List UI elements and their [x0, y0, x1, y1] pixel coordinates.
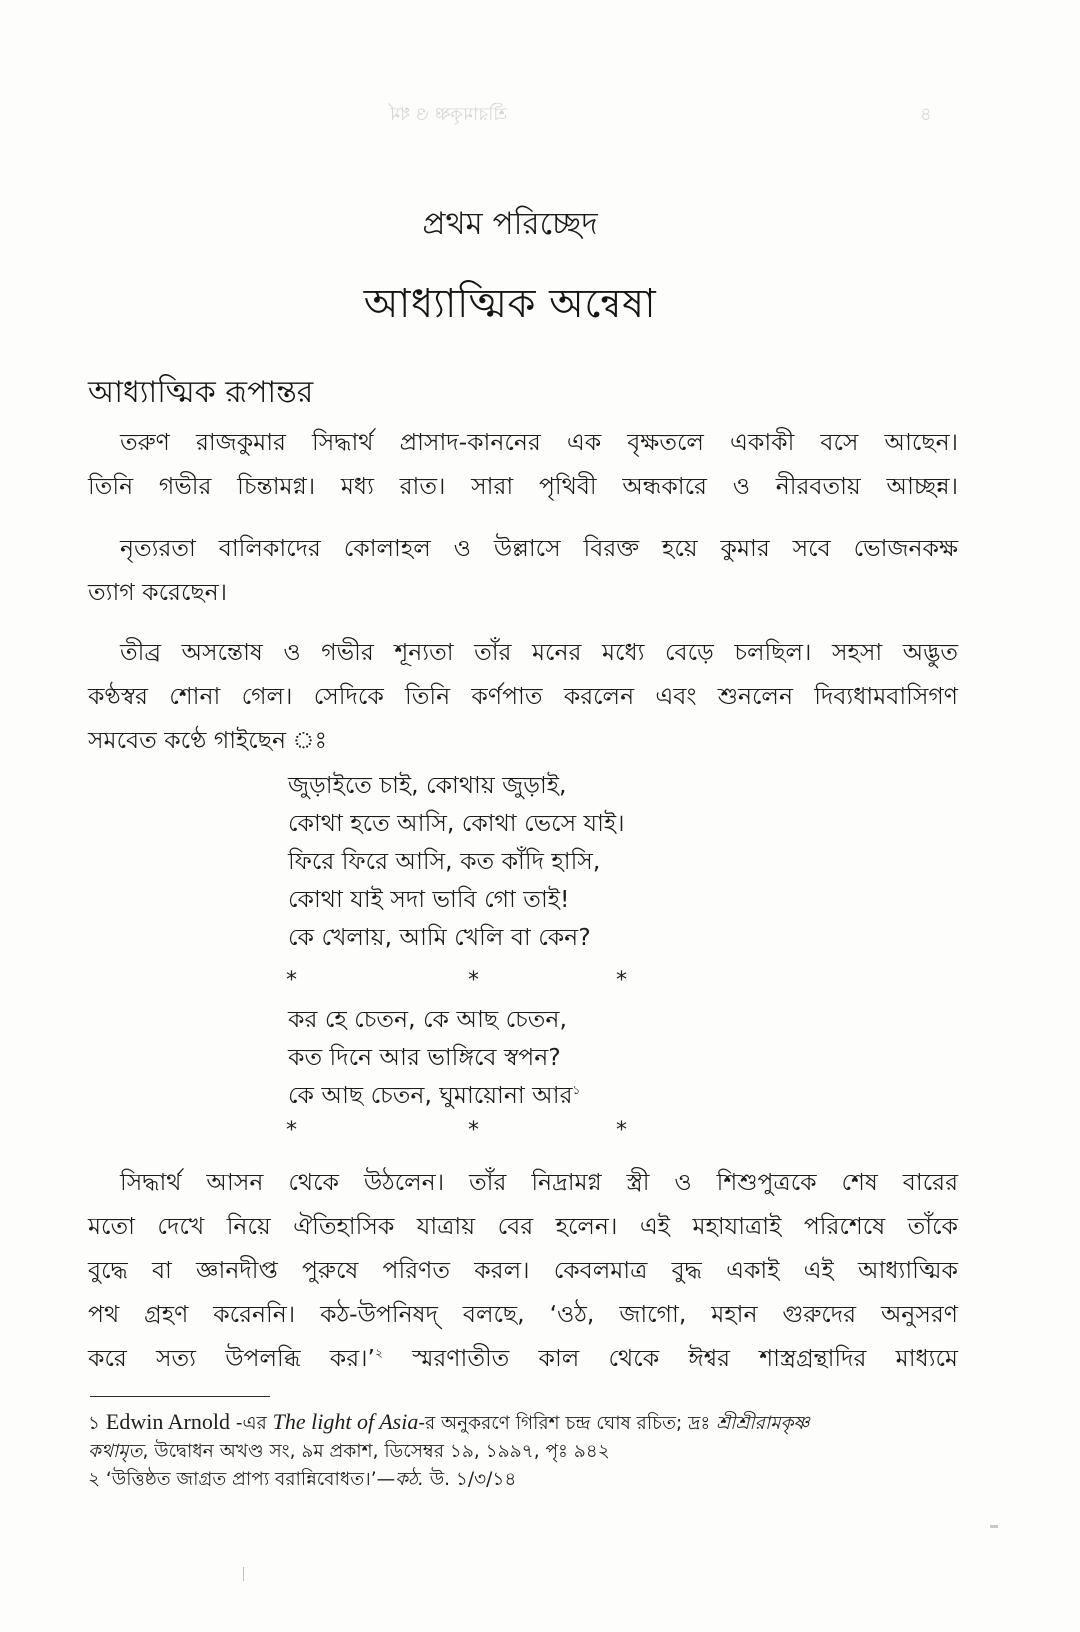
poem-line: কোথা হতে আসি, কোথা ভেসে যাই। — [288, 809, 625, 837]
footnote-divider — [90, 1396, 270, 1397]
footnotes — [88, 1408, 968, 1494]
poem-line: কোথা যাই সদা ভাবি গো তাই! — [288, 885, 570, 913]
asterisk-icon: * — [616, 1118, 627, 1143]
footnote-2: ২ ‘উত্তিষ্ঠত জাগ্রত প্রাপ্য বরান্নিবোধত।’—কঠ. উ. ১/৩/১৪ — [88, 1469, 517, 1490]
poem-line: জুড়াইতে চাই, কোথায় জুড়াই, — [288, 771, 567, 799]
paragraph-1 — [88, 420, 958, 508]
asterisk-icon: * — [468, 1118, 479, 1143]
paragraph-line: পথ গ্রহণ করেননি। কঠ-উপনিষদ্ বলছে, ‘ওঠ, জাগো, মহান গুরুদের অনুসরণ — [88, 1300, 958, 1328]
bleed-page-number: ৪ — [920, 104, 932, 125]
asterisk-icon: * — [286, 1118, 297, 1143]
paragraph-line: করে সত্য উপলব্ধি কর।’$^২$ স্মরণাতীত কাল থেকে ঈশ্বর শাস্ত্রগ্রন্থাদির মাধ্যমে — [88, 1344, 958, 1372]
asterisk-icon: * — [286, 968, 297, 993]
paragraph-line: তীব্র অসন্তোষ ও গভীর শূন্যতা তাঁর মনের মধ্যে বেড়ে চলছিল। সহসা অদ্ভুত — [120, 638, 958, 666]
bleed-running-head: শ্রীরামকৃষ্ণ ও ধর্ম — [390, 104, 507, 125]
asterisk-icon: * — [468, 968, 479, 993]
poem-line: কত দিনে আর ভাঙ্গিবে স্বপন? — [288, 1043, 561, 1071]
paragraph-line: কণ্ঠস্বর শোনা গেল। সেদিকে তিনি কর্ণপাত করলেন এবং শুনলেন দিব্যধামবাসিগণ — [88, 682, 958, 710]
poem-line: কে খেলায়, আমি খেলি বা কেন? — [288, 923, 591, 951]
paragraph-line: ত্যাগ করেছেন। — [88, 578, 228, 606]
poem-stanza-1 — [288, 766, 625, 956]
paragraph-line: বুদ্ধে বা জ্ঞানদীপ্ত পুরুষে পরিণত করল। কেবলমাত্র বুদ্ধ একাই এই আধ্যাত্মিক — [88, 1256, 958, 1284]
chapter-label: প্রথম পরিচ্ছেদ — [422, 206, 598, 242]
section-heading: আধ্যাত্মিক রূপান্তর — [88, 375, 314, 410]
paragraph-line: সমবেত কণ্ঠে গাইছেন ঃ — [88, 726, 328, 754]
scan-speck — [990, 1525, 998, 1528]
scan-speck — [243, 1567, 244, 1581]
paragraph-line: সিদ্ধার্থ আসন থেকে উঠলেন। তাঁর নিদ্রামগ্ন স্ত্রী ও শিশুপুত্রকে শেষ বারের — [120, 1168, 958, 1196]
poem-stanza-2 — [288, 1000, 580, 1114]
footnote-1: ১ Edwin Arnold -এর The light of Asia-র অনুকরণে গিরিশ চন্দ্র ঘোষ রচিত; দ্রঃ শ্রীশ্রীরামকৃষ্ণ — [88, 1409, 810, 1434]
footnote-ref-1: ১ — [572, 1083, 581, 1098]
footnote-ref-2: ২ — [375, 1346, 383, 1361]
paragraph-line: নৃত্যরতা বালিকাদের কোলাহল ও উল্লাসে বিরক্ত হয়ে কুমার সবে ভোজনকক্ষ — [120, 534, 958, 562]
asterisk-icon: * — [616, 968, 627, 993]
paragraph-line: তিনি গভীর চিন্তামগ্ন। মধ্য রাত। সারা পৃথিবী অন্ধকারে ও নীরবতায় আচ্ছন্ন। — [88, 472, 958, 500]
paragraph-4 — [88, 1160, 958, 1380]
chapter-title: আধ্যাত্মিক অন্বেষা — [363, 281, 657, 327]
poem-separator — [286, 1118, 636, 1142]
footnote-1-continued: কথামৃত, উদ্বোধন অখণ্ড সং, ৯ম প্রকাশ, ডিসেম্বর ১৯, ১৯৯৭, পৃঃ ৯৪২ — [88, 1441, 610, 1462]
paragraph-2 — [88, 526, 958, 614]
poem-separator — [286, 968, 636, 992]
poem-line: ফিরে ফিরে আসি, কত কাঁদি হাসি, — [288, 847, 601, 875]
poem-line: কে আছ চেতন, ঘুমায়োনা আর$^১$ — [288, 1081, 581, 1109]
poem-line: কর হে চেতন, কে আছ চেতন, — [288, 1005, 567, 1033]
paragraph-line: তরুণ রাজকুমার সিদ্ধার্থ প্রাসাদ-কাননের এক বৃক্ষতলে একাকী বসে আছেন। — [120, 428, 958, 456]
paragraph-3 — [88, 630, 958, 762]
paragraph-line: মতো দেখে নিয়ে ঐতিহাসিক যাত্রায় বের হলেন। এই মহাযাত্রাই পরিশেষে তাঁকে — [88, 1212, 958, 1240]
